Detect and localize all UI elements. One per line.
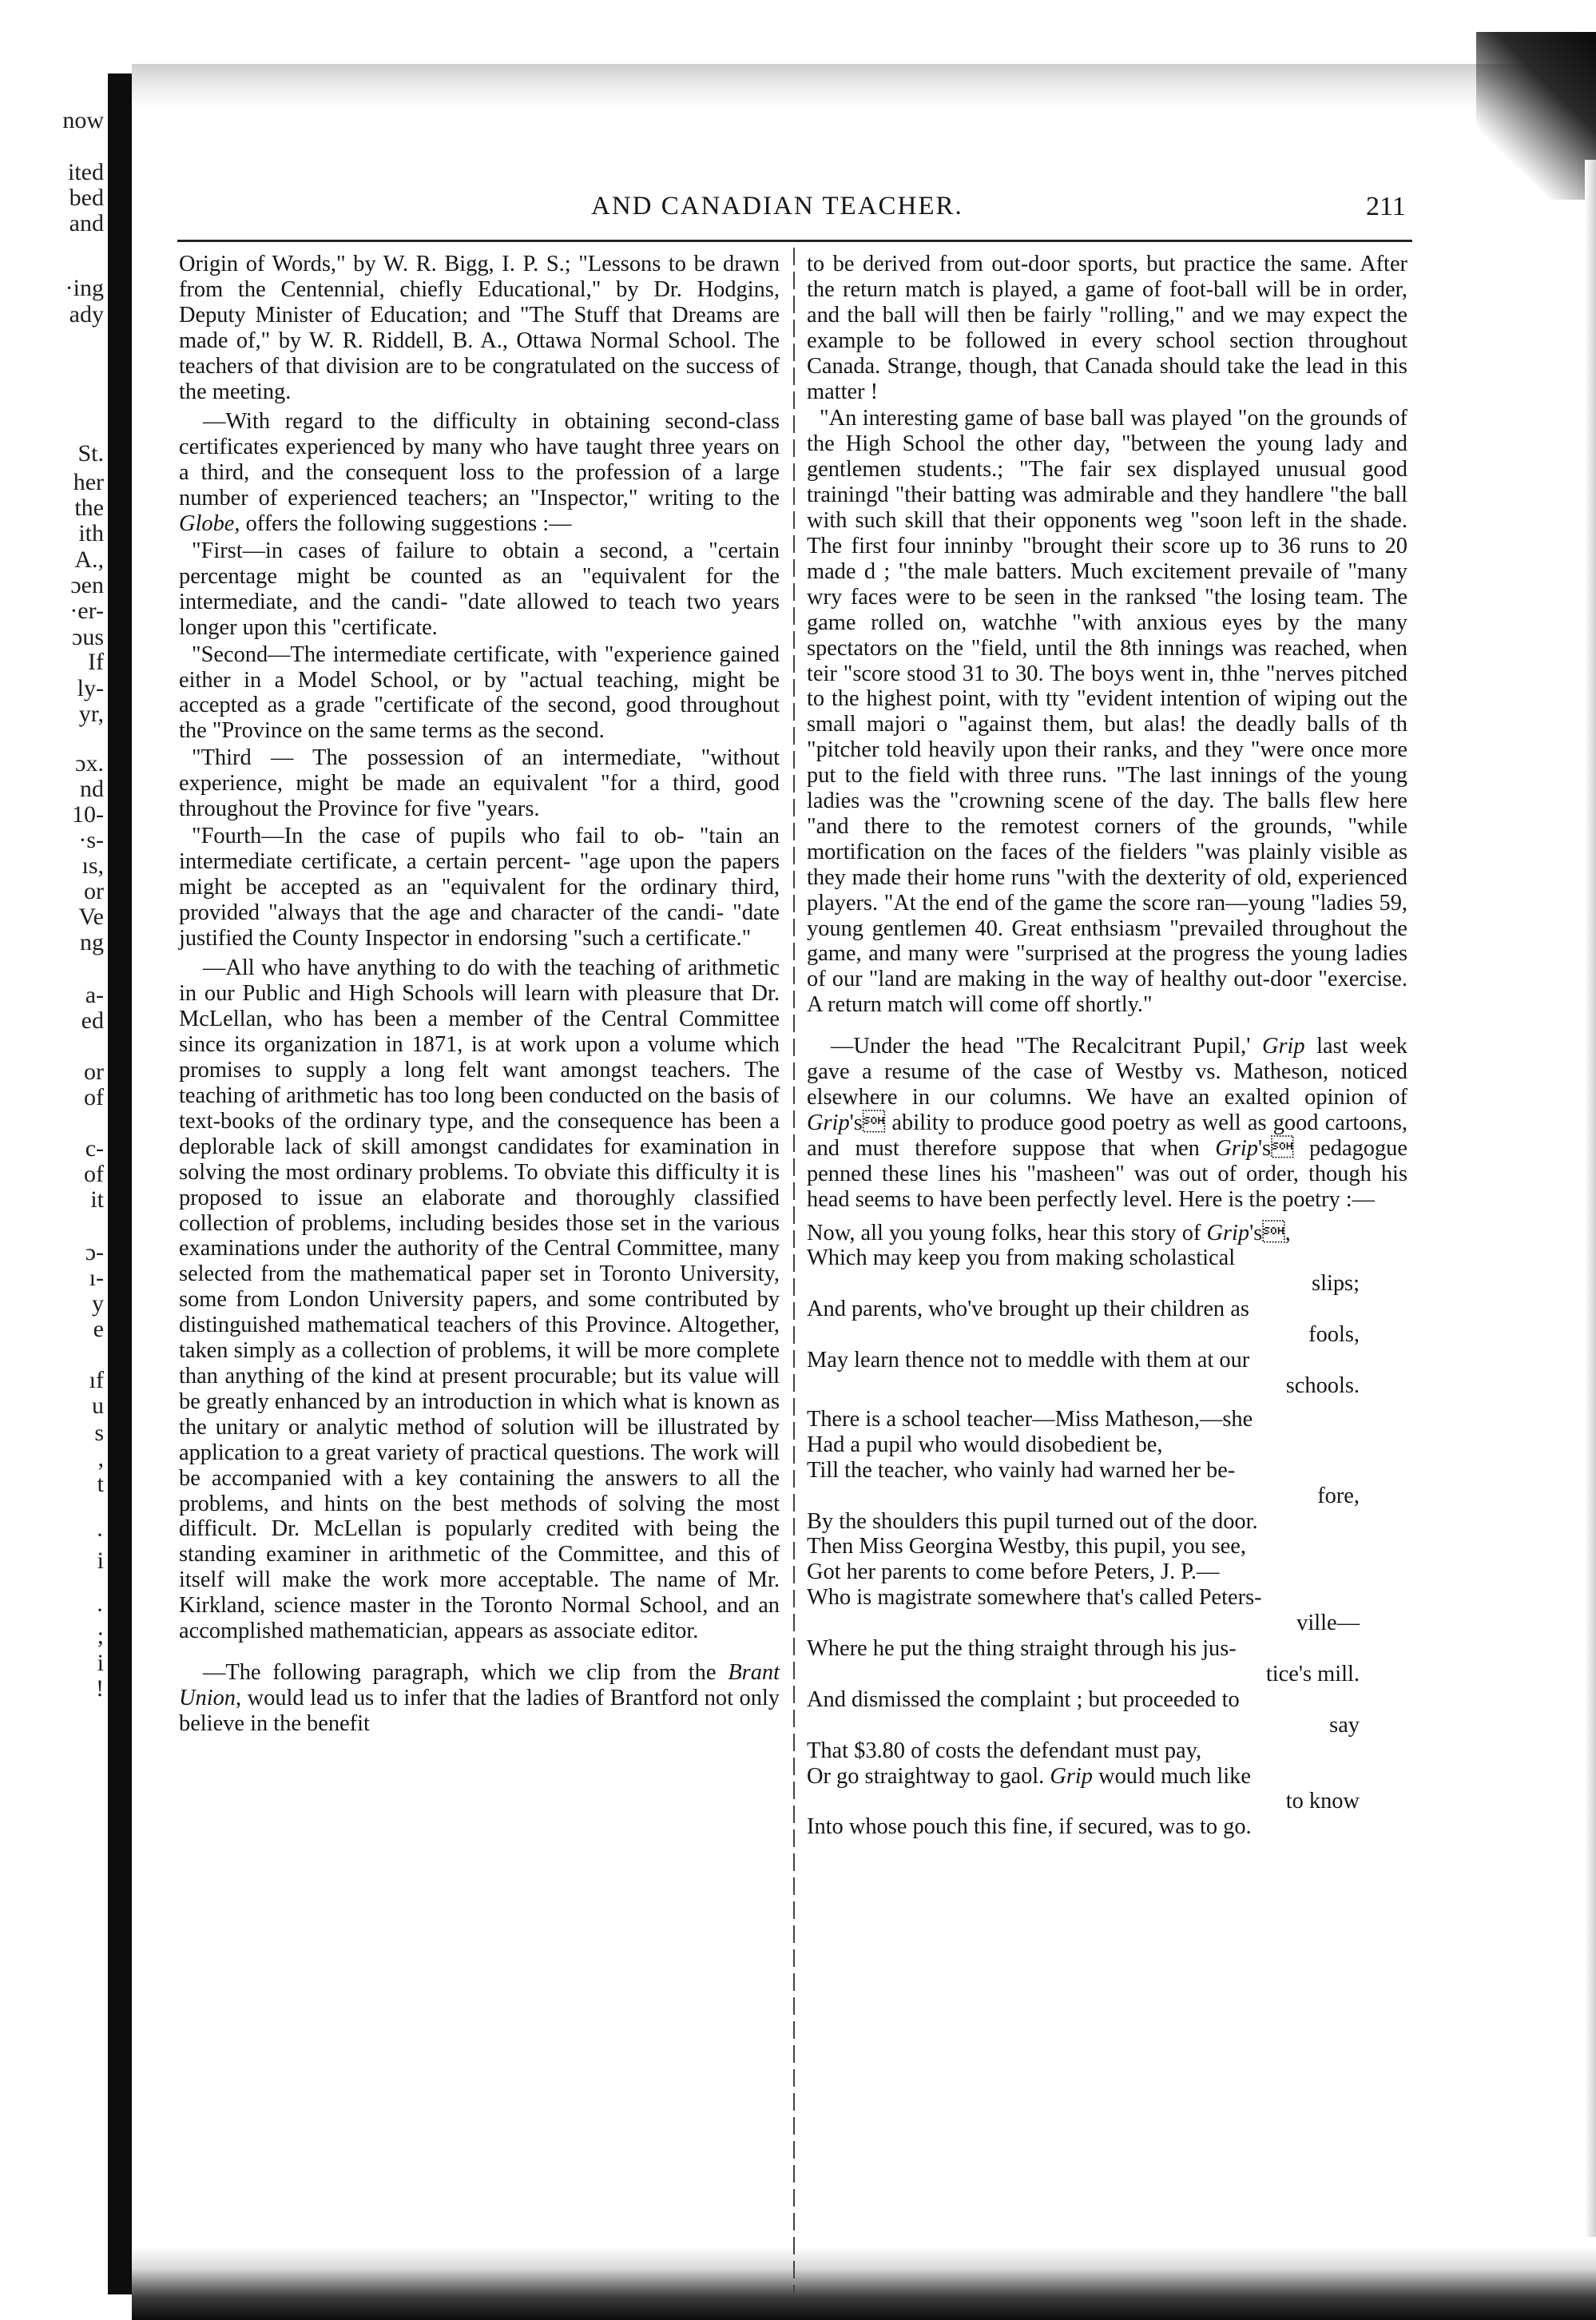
- article-paragraph: —With regard to the difficulty in obtaining second-class certificates experienced by many who have taught three years on a third, and the consequent loss to the profession of a large number of experienced teachers; an "Inspector," writing to the Globe, offers the following suggestions :—: [179, 409, 780, 537]
- right-column-paragraphs: [807, 252, 1407, 1213]
- poem-line-text: May learn thence not to meddle with them at our: [807, 1348, 1250, 1373]
- article-paragraph: "Fourth—In the case of pupils who fail to ob- "tain an intermediate certificate, a certain percent- "age upon the papers might be accepted as an "equivalent for the ordinary third, provided "always that the age and character of the candi- "date justified the County Inspector in endorsing "such a certificate.": [179, 823, 780, 951]
- poem-line: [807, 1348, 1407, 1399]
- gutter-fragment: St.: [77, 440, 104, 467]
- poem-line-text: There is a school teacher—Miss Matheson,—she: [807, 1406, 1253, 1432]
- poem-line-text: Now, all you young folks, hear this story of Grip's,: [807, 1220, 1291, 1245]
- gutter-fragment: ı-: [89, 1265, 104, 1291]
- column-divider: [793, 248, 795, 2293]
- gutter-fragment: ·: [96, 1597, 104, 1623]
- poem-line-text: And dismissed the complaint ; but proceeded to: [807, 1686, 1240, 1712]
- gutter-fragment: ·ing: [65, 275, 104, 301]
- poem-line-turnover: to know: [1285, 1789, 1360, 1814]
- poem-line-text: Who is magistrate somewhere that's called Peters-: [807, 1585, 1262, 1611]
- binding-shadow: [108, 73, 132, 2294]
- poem-line: [807, 1407, 1407, 1432]
- gutter-fragment: the: [74, 495, 104, 521]
- gutter-fragment: her: [73, 469, 104, 495]
- gutter-fragment: ;: [97, 1623, 104, 1649]
- gutter-fragment: ady: [69, 301, 104, 328]
- poem-line: [807, 1221, 1407, 1246]
- gutter-fragment: ɔus: [72, 624, 104, 650]
- gutter-fragment: 10-: [72, 801, 104, 828]
- article-paragraph: "An interesting game of base ball was played "on the grounds of the High School the other day, "between the young lady and gentlemen students.; "The fair sex displayed unusual good trainingd "their batting was admirable and they handlere "the ball with such skill that their opponents weg "soon left in the shade. The first four inninby "brought their score up to 36 runs to 20 made d ; "the male batters. Much excitement prevaile of "many wry faces were to be seen in the ranksed "the losing team. The game rolled on, watchhe "with anxious eyes by the many spectators on the "field, until the 8th innings was reached, when teir "score stood 31 to 30. The boys went in, thhe "nerves pitched to the highest point, with tty "evident intention of wiping out the small majori o "against them, but alas! the deadly balls of th "pitcher told heavily upon their ranks, and they "were once more put to the field with three runs. "The last innings of the young ladies was the "crowning scene of the day. The balls flew here "and there to the remotest corners of the grounds, "while mortification on the faces of the fielders "was plainly visible as they made their home runs "with the dexterity of old, experienced players. "At the end of the game the score ran—young "ladies 59, young gentlemen 40. Great enthsiasm "prevailed throughout the game, and many were "surprised at the progress the young ladies of our "land are making in the way of healthy out-door "exercise. A return match will come off shortly.": [807, 406, 1407, 1018]
- poem-line: [807, 1432, 1407, 1458]
- gutter-fragment: ly-: [77, 675, 104, 701]
- poem-line-text: By the shoulders this pupil turned out of the door.: [807, 1508, 1258, 1534]
- right-column: [807, 252, 1407, 1840]
- gutter-fragment: nd: [80, 776, 104, 802]
- gutter-fragment: now: [62, 107, 104, 133]
- gutter-fragment: yr,: [78, 701, 104, 727]
- gutter-fragment: ɔ-: [85, 1239, 104, 1265]
- gutter-fragment: and: [69, 210, 104, 236]
- article-paragraph: —All who have anything to do with the teaching of arithmetic in our Public and High Schools will learn with pleasure that Dr. McLellan, who has been a member of the Central Committee since its organization in 1871, is at work upon a volume which promises to supply a long felt want amongst teachers. The teaching of arithmetic has too long been conducted on the basis of text-books of the ordinary type, and the consequence has been a deplorable lack of skill amongst candidates for examination in solving the most ordinary problems. To obviate this difficulty it is proposed to issue an elaborate and thoroughly classified collection of problems, including besides those set in the various examinations under the authority of the Central Committee, many selected from the mathematical paper set in Toronto University, some from London University papers, and some contributed by distinguished mathematical teachers of this Province. Altogether, taken simply as a collection of problems, it will be more complete than anything of the kind at present procurable; but its value will be greatly enhanced by an introduction in which what is known as the unitary or analytic method of solution will be illustrated by application to a great variety of practical questions. The work will be accompanied with a key containing the answers to all the problems, and hints on the best methods of solving the most difficult. Dr. McLellan is popularly credited with being the standing examiner in arithmetic of the Committee, and this of itself will make the work more acceptable. The name of Mr. Kirkland, science master in the Toronto Normal School, and an accomplished mathematician, appears as associate editor.: [179, 955, 780, 1644]
- bottom-scan-shadow: [132, 2247, 1596, 2320]
- gutter-fragment: If: [88, 649, 104, 675]
- article-paragraph: "First—in cases of failure to obtain a second, a "certain percentage might be counted as an "equivalent for the intermediate, and the candi- "date allowed to teach two years longer upon this "certificate.: [179, 538, 780, 640]
- gutter-fragment: ·s-: [78, 827, 104, 853]
- poem-line: [807, 1245, 1407, 1297]
- gutter-fragment: ·er-: [69, 598, 104, 624]
- gutter-fragment: or: [84, 1059, 104, 1085]
- running-head: AND CANADIAN TEACHER.: [591, 192, 963, 220]
- gutter-fragment: ·: [96, 1522, 104, 1548]
- article-paragraph: —The following paragraph, which we clip from the Brant Union, would lead us to infer that the ladies of Brantford not only believe in the benefit: [179, 1659, 780, 1736]
- gutter-fragment: i: [97, 1547, 104, 1574]
- gutter-fragment: ıs,: [81, 852, 104, 879]
- gutter-fragment: ,: [97, 1445, 104, 1472]
- poem-line-turnover: say: [1329, 1712, 1360, 1738]
- poem-line: [807, 1738, 1407, 1764]
- poem-line-text: Had a pupil who would disobedient be,: [807, 1432, 1163, 1457]
- gutter-fragment: ıf: [89, 1367, 104, 1393]
- adjacent-page-fragments: [16, 0, 104, 2320]
- article-paragraph: Origin of Words," by W. R. Bigg, I. P. S.; "Lessons to be drawn from the Centennial, chiefly Educational," by Dr. Hodgins, Deputy Minister of Education; and "The Stuff that Dreams are made of," by W. R. Riddell, B. A., Ottawa Normal School. The teachers of that division are to be congratulated on the success of the meeting.: [179, 252, 780, 404]
- poem-line-text: That $3.80 of costs the defendant must pay,: [807, 1738, 1202, 1763]
- article-paragraph: —Under the head "The Recalcitrant Pupil,' Grip last week gave a resume of the case of Westby vs. Matheson, noticed elsewhere in our columns. We have an exalted opinion of Grip's ability to produce good poetry as well as good cartoons, and must therefore suppose that when Grip's pedagogue penned these lines his "masheen" was out of order, though his head seems to have been perfectly level. Here is the poetry :—: [807, 1034, 1407, 1212]
- poem-line-text: Then Miss Georgina Westby, this pupil, you see,: [807, 1534, 1246, 1559]
- poem-line-text: Into whose pouch this fine, if secured, was to go.: [807, 1814, 1252, 1840]
- poem-line: [807, 1687, 1407, 1738]
- gutter-fragment: a-: [85, 982, 104, 1008]
- gutter-fragment: ɔx.: [75, 750, 104, 777]
- left-column: [179, 252, 780, 1737]
- gutter-fragment: ed: [81, 1007, 104, 1034]
- gutter-fragment: Ve: [78, 904, 104, 930]
- right-scan-edge: [1585, 160, 1596, 2237]
- gutter-fragment: of: [84, 1161, 104, 1187]
- poem-line: [807, 1814, 1407, 1840]
- poem-line-turnover: tice's mill.: [1265, 1661, 1360, 1686]
- gutter-fragment: e: [93, 1316, 104, 1342]
- gutter-fragment: s: [94, 1420, 104, 1446]
- article-paragraph: "Second—The intermediate certificate, with "experience gained either in a Model School, or by "actual teaching, might be accepted as a grade "certificate of the second, good throughout the "Province on the same terms as the second.: [179, 642, 780, 744]
- gutter-fragment: or: [84, 878, 104, 904]
- gutter-fragment: u: [92, 1392, 104, 1419]
- poem-line-text: Where he put the thing straight through his jus-: [807, 1636, 1237, 1662]
- gutter-fragment: ited: [68, 159, 104, 185]
- poem-line: [807, 1764, 1407, 1815]
- gutter-fragment: bed: [69, 185, 104, 211]
- poem-line: [807, 1509, 1407, 1535]
- poem-line: [807, 1297, 1407, 1348]
- scan-margin: [0, 0, 16, 2320]
- article-paragraph: to be derived from out-door sports, but practice the same. After the return match is played, a game of foot-ball will be in order, and the ball will then be fairly "rolling," and we may expect the example to be followed in every school section throughout Canada. Strange, though, that Canada should take the lead in this matter !: [807, 252, 1407, 404]
- poem-line-text: And parents, who've brought up their children as: [807, 1297, 1249, 1322]
- poem-line: [807, 1585, 1407, 1636]
- gutter-fragment: ɔen: [70, 572, 104, 598]
- poem-line-turnover: fore,: [1317, 1483, 1360, 1508]
- gutter-fragment: ith: [78, 520, 104, 546]
- poem-line-turnover: fools,: [1308, 1322, 1360, 1348]
- gutter-fragment: i: [97, 1650, 104, 1676]
- poem-line-text: Which may keep you from making scholastical: [807, 1245, 1236, 1271]
- poem-line-text: Got her parents to come before Peters, J. P.—: [807, 1559, 1220, 1585]
- header-rule: [177, 240, 1412, 242]
- corner-scan-shadow: [1476, 32, 1596, 200]
- poem-line-turnover: ville—: [1296, 1611, 1360, 1636]
- poem-line-text: Or go straightway to gaol. Grip would much like: [807, 1763, 1251, 1789]
- gutter-fragment: A.,: [74, 546, 104, 573]
- poem-line: [807, 1534, 1407, 1559]
- poem-line: [807, 1559, 1407, 1585]
- article-paragraph: "Third — The possession of an intermediate, "without experience, might be made an equivalent "for a third, good throughout the Province for five "years.: [179, 745, 780, 822]
- poem-line-turnover: schools.: [1285, 1373, 1360, 1398]
- gutter-fragment: it: [90, 1186, 104, 1213]
- gutter-fragment: ng: [80, 929, 104, 955]
- poem-line-turnover: slips;: [1312, 1271, 1360, 1297]
- poem: [807, 1221, 1407, 1841]
- poem-line-text: Till the teacher, who vainly had warned her be-: [807, 1457, 1236, 1483]
- gutter-fragment: t: [97, 1471, 104, 1497]
- gutter-fragment: of: [84, 1084, 104, 1110]
- poem-line: [807, 1458, 1407, 1509]
- poem-line: [807, 1636, 1407, 1687]
- top-scan-shadow: [132, 64, 1596, 110]
- gutter-fragment: y: [92, 1290, 104, 1317]
- page-number: 211: [1366, 192, 1406, 221]
- gutter-fragment: c-: [85, 1135, 104, 1162]
- gutter-fragment: !: [96, 1675, 104, 1702]
